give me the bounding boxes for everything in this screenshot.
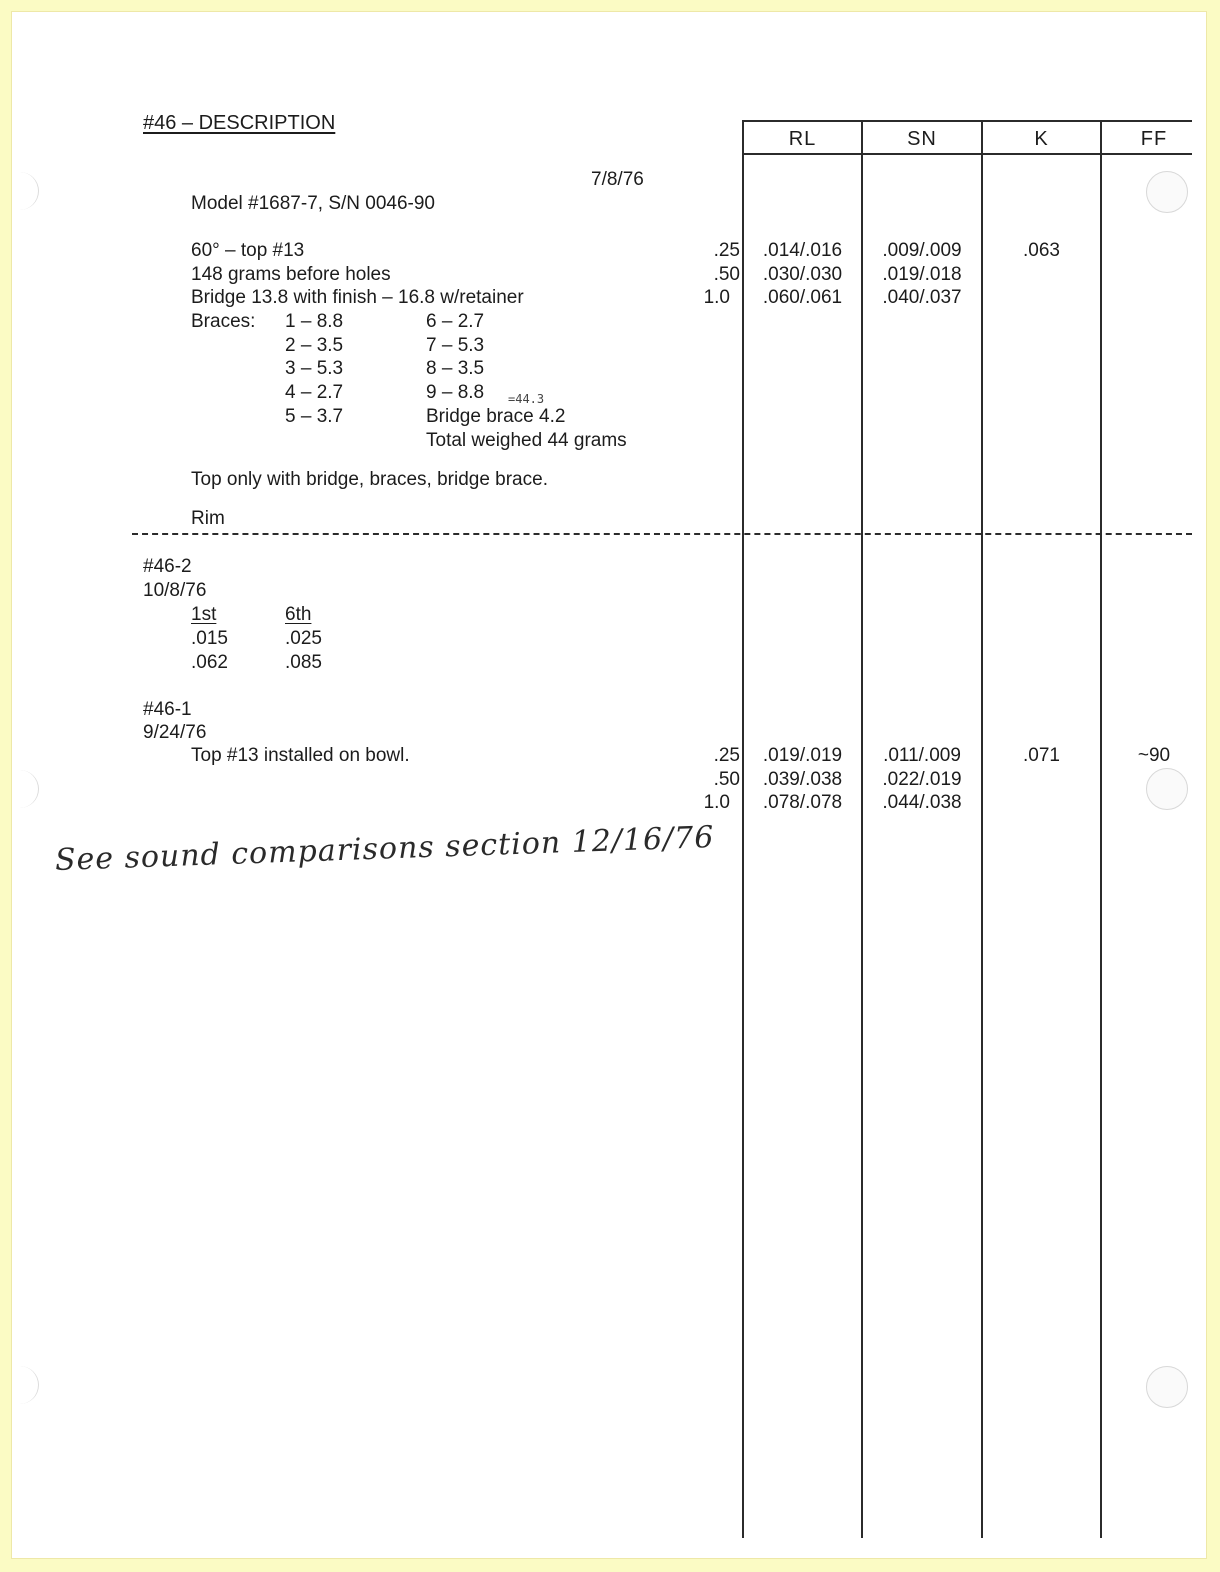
brace-weight: 8 – 3.5	[426, 358, 485, 379]
total-line: Total weighed 44 grams	[426, 430, 627, 451]
level-label: 1.0	[703, 287, 730, 308]
k-value: .063	[1023, 240, 1060, 261]
handwritten-note: See sound comparisons section 12/16/76	[54, 819, 715, 878]
entry-date: 9/24/76	[143, 722, 207, 743]
binder-hole-right-top	[1146, 171, 1188, 213]
brace-weight: 3 – 5.3	[285, 358, 344, 379]
table-header-rule	[742, 153, 1192, 155]
date-entry: 7/8/76	[591, 169, 644, 190]
level-label: 1.0	[703, 792, 730, 813]
sn-value: .040/.037	[882, 287, 962, 308]
ff-value: ~90	[1137, 745, 1171, 766]
column-label-6th: 6th	[285, 604, 312, 625]
spec-line: 148 grams before holes	[191, 264, 391, 285]
column-rule-k	[981, 120, 983, 1538]
column-header-sn: SN	[907, 128, 937, 150]
level-label: .50	[713, 264, 740, 285]
brace-weight: 4 – 2.7	[285, 382, 344, 403]
column-header-rl: RL	[788, 128, 817, 150]
binder-hole-right-bottom	[1146, 1366, 1188, 1408]
brace-weight: 2 – 3.5	[285, 335, 344, 356]
handwritten-sum: =44.3	[508, 392, 545, 406]
column-header-ff: FF	[1140, 128, 1168, 150]
rl-value: .078/.078	[762, 792, 843, 813]
k-value: .071	[1023, 745, 1060, 766]
note-line: Top only with bridge, braces, bridge brace.	[191, 469, 548, 490]
rl-value: .060/.061	[762, 287, 843, 308]
sn-value: .022/.019	[882, 769, 962, 790]
column-rule-sn	[861, 120, 863, 1538]
entry-id: #46-2	[143, 556, 192, 577]
reading-value: .085	[285, 652, 322, 673]
table-top-rule	[742, 120, 1192, 122]
sn-value: .019/.018	[882, 264, 962, 285]
sn-value: .011/.009	[883, 745, 961, 766]
section-divider	[132, 533, 1192, 535]
sn-value: .044/.038	[882, 792, 962, 813]
brace-weight: 9 – 8.8	[426, 382, 485, 403]
entry-date: 10/8/76	[143, 580, 207, 601]
braces-label: Braces:	[191, 311, 256, 332]
brace-weight: 6 – 2.7	[426, 311, 485, 332]
level-label: .50	[713, 769, 740, 790]
spec-line: 60° – top #13	[191, 240, 305, 261]
level-label: .25	[713, 240, 740, 261]
level-label: .25	[713, 745, 740, 766]
page-title: #46 – DESCRIPTION	[143, 112, 336, 134]
sn-value: .009/.009	[882, 240, 962, 261]
column-rule-rl	[742, 120, 744, 1538]
rl-value: .039/.038	[762, 769, 843, 790]
entry-id: #46-1	[143, 699, 192, 720]
column-rule-ff	[1100, 120, 1102, 1538]
column-header-k: K	[1034, 128, 1049, 150]
binder-hole-right-middle	[1146, 768, 1188, 810]
brace-weight: 5 – 3.7	[285, 406, 344, 427]
brace-weight: 7 – 5.3	[426, 335, 485, 356]
brace-weight: 1 – 8.8	[285, 311, 344, 332]
rl-value: .019/.019	[762, 745, 843, 766]
rim-label: Rim	[191, 508, 225, 529]
rl-value: .030/.030	[762, 264, 843, 285]
column-label-1st: 1st	[191, 604, 217, 625]
model-line: Model #1687-7, S/N 0046-90	[191, 193, 435, 214]
reading-value: .015	[191, 628, 228, 649]
reading-value: .025	[285, 628, 322, 649]
entry-description: Top #13 installed on bowl.	[191, 745, 410, 766]
reading-value: .062	[191, 652, 228, 673]
rl-value: .014/.016	[762, 240, 843, 261]
spec-line: Bridge 13.8 with finish – 16.8 w/retainer	[191, 287, 524, 308]
bridge-brace-line: Bridge brace 4.2	[426, 406, 566, 427]
